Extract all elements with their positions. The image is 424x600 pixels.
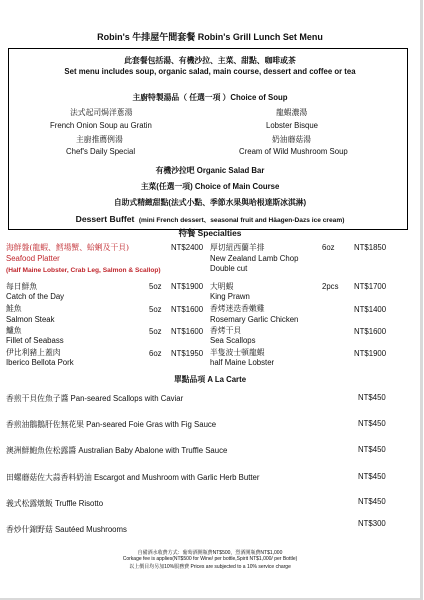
spec-left-1-en: Seafood Platter xyxy=(6,254,60,263)
dessert-en-detail: (mini French dessert、seasonal fruit and Häagen-Dazs ice cream) xyxy=(138,217,345,224)
alc-item-6-zh: 香炒什錦野菇 xyxy=(6,525,53,534)
spec-right-3-zh: 香烤迷迭香嫩雞 xyxy=(210,304,265,313)
spec-right-1-price: NT$1850 xyxy=(354,243,387,252)
alc-item-1-price: NT$450 xyxy=(358,393,386,402)
alc-item-5-en: Truffle Risotto xyxy=(54,499,104,508)
spec-left-1-zh: 海鮮盤(龍蝦、鱈場蟹、蛤蜊及干貝) xyxy=(6,243,130,252)
alc-item-1 xyxy=(6,393,183,404)
dessert-zh: 自助式精緻甜點(法式小點、季節水果與哈根達斯冰淇淋) xyxy=(113,198,307,207)
spec-left-5-zh: 伊比利豬上蓋肉 xyxy=(6,348,61,357)
spec-right-1-en1: New Zealand Lamb Chop xyxy=(210,254,299,263)
soup-3-en: Chef's Daily Special xyxy=(66,147,136,156)
spec-left-3-price: NT$1600 xyxy=(171,305,204,314)
soup-4-en: Cream of Wild Mushroom Soup xyxy=(239,147,348,156)
spec-right-5-zh: 半隻波士頓龍蝦 xyxy=(210,348,265,357)
alc-item-6-price: NT$300 xyxy=(358,519,386,528)
spec-right-5-en1: half Maine Lobster xyxy=(210,358,275,367)
soup-4-zh: 奶油蘑菇湯 xyxy=(272,135,311,144)
spec-left-4-zh: 鱸魚 xyxy=(6,326,22,335)
spec-right-4-en1: Sea Scallops xyxy=(210,336,256,345)
spec-left-4-size: 5oz xyxy=(149,327,162,336)
alc-item-2 xyxy=(6,419,216,430)
spec-left-2-size: 5oz xyxy=(149,282,162,291)
service-charge-note: 以上價目均另加10%服務費 Prices are subjected to a 10% service charge xyxy=(129,564,291,570)
menu-title: Robin's 牛排屋午間套餐 Robin's Grill Lunch Set Menu xyxy=(97,32,323,42)
specialties-heading: 特餐 Specialties xyxy=(178,228,242,238)
soup-heading: 主廚特製湯品（ 任選一項 ）Choice of Soup xyxy=(132,93,288,102)
set-intro-en: Set menu includes soup, organic salad, main course, dessert and coffee or tea xyxy=(64,67,356,76)
alc-item-1-en: Pan-seared Scallops with Caviar xyxy=(70,394,184,403)
spec-left-3-zh: 鮭魚 xyxy=(6,304,22,313)
soup-3-zh: 主廚推薦例湯 xyxy=(76,135,123,144)
a-la-carte-heading: 單點品項 A La Carte xyxy=(173,375,247,384)
spec-left-5-size: 6oz xyxy=(149,349,162,358)
alc-item-4-price: NT$450 xyxy=(358,472,386,481)
dessert-en: Dessert Buffet xyxy=(75,214,135,224)
spec-left-2-zh: 每日鮮魚 xyxy=(6,282,38,291)
spec-right-3-price: NT$1400 xyxy=(354,305,387,314)
set-intro-zh: 此套餐包括湯、有機沙拉、主菜、甜點、咖啡或茶 xyxy=(124,56,296,65)
spec-right-4-zh: 香烤干貝 xyxy=(210,326,242,335)
spec-right-2-zh: 大明蝦 xyxy=(210,282,234,291)
alc-item-5-zh: 義式松露燉飯 xyxy=(6,499,53,508)
spec-right-1-size: 6oz xyxy=(322,243,335,252)
spec-left-3-en: Salmon Steak xyxy=(6,315,55,324)
main-course-heading: 主菜(任選一項) Choice of Main Course xyxy=(140,182,280,191)
alc-item-3-zh: 澳洲鮮鮑魚佐松露醬 xyxy=(6,446,77,455)
spec-left-2-en: Catch of the Day xyxy=(6,292,65,301)
alc-item-2-price: NT$450 xyxy=(358,419,386,428)
alc-item-6-en: Sautéed Mushrooms xyxy=(54,525,127,534)
soup-1-zh: 法式起司焗洋蔥湯 xyxy=(70,108,133,117)
spec-left-1-note: (Half Maine Lobster, Crab Leg, Salmon & Scallop) xyxy=(6,267,161,274)
alc-item-3-price: NT$450 xyxy=(358,445,386,454)
spec-right-1-zh: 厚切紐西蘭羊排 xyxy=(210,243,265,252)
spec-right-3-en1: Rosemary Garlic Chicken xyxy=(210,315,299,324)
alc-item-3 xyxy=(6,445,227,456)
spec-right-2-price: NT$1700 xyxy=(354,282,387,291)
corkage-note-zh: 自備酒水收費方式：葡萄酒開瓶費NT$500，烈酒開瓶費NT$1,000 xyxy=(137,550,283,556)
alc-item-2-zh: 香煎油鵝鵝肝佐無花果 xyxy=(6,420,84,429)
soup-2-en: Lobster Bisque xyxy=(266,121,319,130)
spec-left-5-en: Iberico Bellota Pork xyxy=(6,358,74,367)
spec-right-1-en2: Double cut xyxy=(210,264,248,273)
dessert-en-line xyxy=(0,209,420,227)
alc-item-2-en: Pan-seared Foie Gras with Fig Sauce xyxy=(86,420,217,429)
spec-left-4-en: Fillet of Seabass xyxy=(6,336,64,345)
alc-item-4-zh: 田螺蘑菇佐大蒜香料奶油 xyxy=(6,473,92,482)
alc-item-1-zh: 香煎干貝佐魚子醬 xyxy=(6,394,69,403)
spec-right-2-size: 2pcs xyxy=(322,282,339,291)
alc-item-5 xyxy=(6,498,103,509)
soup-2-zh: 龍蝦濃湯 xyxy=(276,108,308,117)
corkage-note-en: Corkage fee is applies(NT$500 for Wine/ per bottle,Spirit NT$1,000/ per Bottle) xyxy=(122,556,298,562)
spec-left-1-price: NT$2400 xyxy=(171,243,204,252)
spec-right-5-price: NT$1900 xyxy=(354,349,387,358)
salad-bar: 有機沙拉吧 Organic Salad Bar xyxy=(155,166,265,175)
alc-item-6 xyxy=(6,524,127,535)
alc-item-4-en: Escargot and Mushroom with Garlic Herb Butter xyxy=(93,473,260,482)
spec-right-4-price: NT$1600 xyxy=(354,327,387,336)
spec-left-5-price: NT$1950 xyxy=(171,349,204,358)
spec-right-2-en1: King Prawn xyxy=(210,292,250,301)
spec-left-2-price: NT$1900 xyxy=(171,282,204,291)
spec-left-4-price: NT$1600 xyxy=(171,327,204,336)
spec-left-3-size: 5oz xyxy=(149,305,162,314)
alc-item-3-en: Australian Baby Abalone with Truffle Sauce xyxy=(78,446,228,455)
soup-1-en: French Onion Soup au Gratin xyxy=(50,121,152,130)
alc-item-5-price: NT$450 xyxy=(358,497,386,506)
alc-item-4 xyxy=(6,472,259,483)
